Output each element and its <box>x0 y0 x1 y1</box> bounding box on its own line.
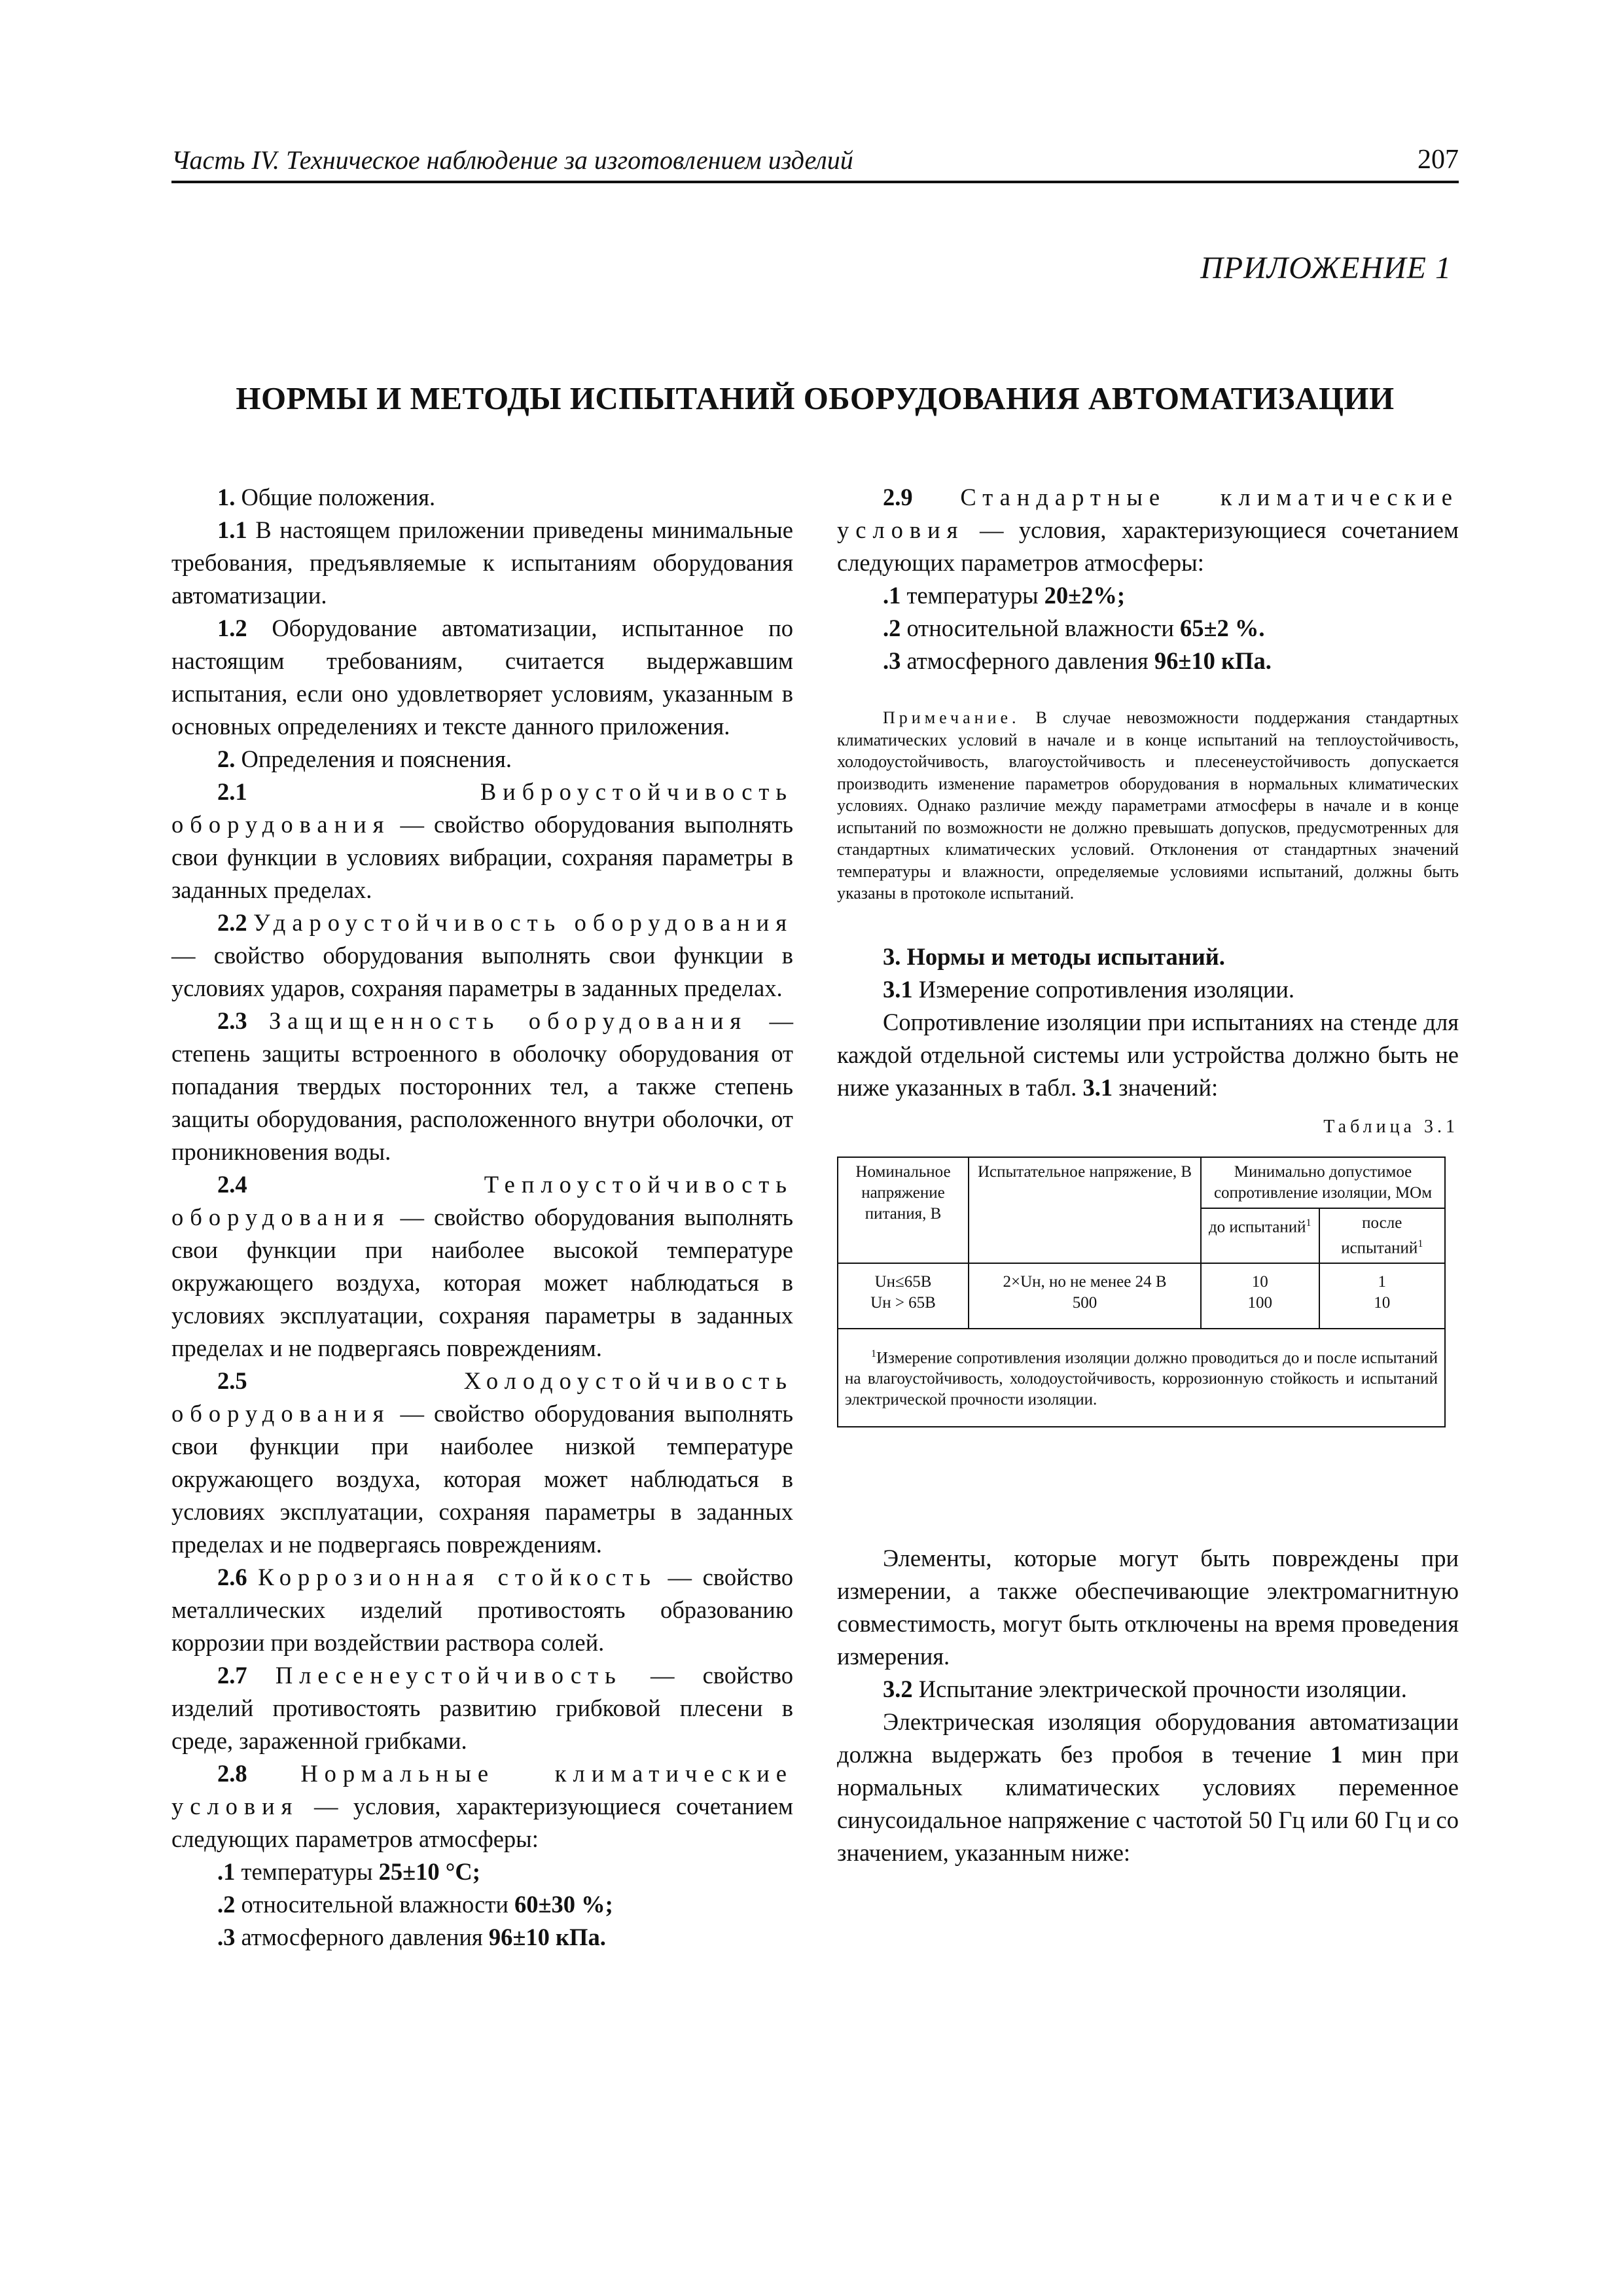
header-min-resistance: Минимально допустимое сопротивление изоляции, МОм <box>1201 1157 1445 1208</box>
list-item: .2 относительной влажности 65±2 %. <box>883 615 1265 641</box>
paragraph-2-5: 2.5 Холодоустойчивость оборудования — свойство оборудования выполнять свои функции при наиболее низкой температуре окружающего воздуха, которая может наблюдаться в условиях эксплуатации, сохраняя параметры в заданных пределах и не подвергаясь повреждениям. <box>171 1367 793 1558</box>
cell-nominal: Uн > 65В <box>870 1293 936 1312</box>
table-caption: Таблица 3.1 <box>1323 1116 1459 1137</box>
cell-before: 10 <box>1251 1272 1268 1291</box>
header-before-tests: до испытаний$^1$ <box>1201 1208 1319 1263</box>
cell-after: 10 <box>1374 1293 1391 1312</box>
paragraph-3-1: Сопротивление изоляции при испытаниях на стенде для каждой отдельной системы или устройства должно быть не ниже указанных в табл. 3.1 значений: <box>837 1008 1459 1101</box>
paragraph-1-1: 1.1 В настоящем приложении приведены минимальные требования, предъявляемые к испытаниям оборудования автоматизации. <box>171 516 793 609</box>
list-item: .1 температуры 25±10 °С; <box>217 1858 480 1885</box>
table-footnote: $^1$Измерение сопротивления изоляции должно проводиться до и после испытаний на влагоустойчивость, холодоустойчивость, коррозионную стойкость и испытаний электрической прочности изоляции. <box>838 1329 1445 1427</box>
paragraph-elements: Элементы, которые могут быть повреждены при измерении, а также обеспечивающие электромагнитную совместимость, могут быть отключены на время проведения измерения. <box>837 1545 1459 1670</box>
header-test-voltage: Испытательное напряжение, В <box>969 1157 1201 1263</box>
paragraph-2-4: 2.4 Теплоустойчивость оборудования — свойство оборудования выполнять свои функции при наиболее высокой температуре окружающего воздуха, которая может наблюдаться в условиях эксплуатации, сохраняя параметры в заданных пределах и не подвергаясь повреждениям. <box>171 1171 793 1361</box>
paragraph-1-2: 1.2 Оборудование автоматизации, испытанное по настоящим требованиям, считается выдержавшим испытания, если оно удовлетворяет условиям, указанным в основных определениях и тексте данного приложения. <box>171 615 793 740</box>
paragraph-3-2-heading: 3.2 Испытание электрической прочности изоляции. <box>883 1676 1407 1703</box>
document-title: НОРМЫ И МЕТОДЫ ИСПЫТАНИЙ ОБОРУДОВАНИЯ АВТОМАТИЗАЦИИ <box>236 380 1395 416</box>
section-1-heading: 1. Общие положения. <box>217 484 436 511</box>
list-item: .3 атмосферного давления 96±10 кПа. <box>883 647 1272 674</box>
table-header-row <box>838 1157 1445 1208</box>
cell-before: 100 <box>1247 1293 1272 1312</box>
normal-conditions-list <box>171 1856 793 1954</box>
after-table-text <box>837 1542 1459 1869</box>
running-header <box>171 140 1459 183</box>
table-footnote-row <box>838 1329 1445 1427</box>
page-number: 207 <box>1418 145 1459 175</box>
cell-nominal: Uн≤65В <box>874 1272 932 1291</box>
right-column <box>837 481 1459 1869</box>
standard-conditions-list <box>837 579 1459 677</box>
paragraph-3-1-heading: 3.1 Измерение сопротивления изоляции. <box>883 975 1295 1003</box>
paragraph-2-6: 2.6 Коррозионная стойкость — свойство металлических изделий противостоять образованию коррозии при воздействии раствора солей. <box>171 1564 793 1656</box>
section-3-heading: 3. Нормы и методы испытаний. <box>883 942 1225 970</box>
cell-test: 500 <box>1072 1293 1097 1312</box>
paragraph-3-2: Электрическая изоляция оборудования автоматизации должна выдержать без пробоя в течение 1 мин при нормальных климатических условиях переменное синусоидальное напряжение с частотой 50 Гц или 60 Гц и со значением, указанным ниже: <box>837 1708 1459 1867</box>
table-row <box>838 1263 1445 1329</box>
paragraph-2-8: 2.8 Нормальные климатические условия — условия, характеризующиеся сочетанием следующих параметров атмосферы: <box>171 1760 793 1852</box>
paragraph-2-3: 2.3 Защищенность оборудования — степень защиты встроенного в оболочку оборудования от попадания твердых посторонних тел, а также степень защиты оборудования, расположенного внутри оболочки, от проникновения воды. <box>171 1007 794 1165</box>
note: Примечание. В случае невозможности поддержания стандартных климатических условий в начале и в конце испытаний на теплоустойчивость, холодоустойчивость, влагоустойчивость и плесенеустойчивость допускается производить изменение параметров оборудования в нормальных климатических условиях. Однако различие между параметрами атмосферы в начале и в конце испытаний по возможности не должно превышать допусков, предусмотренных для стандартных климатических условий. Отклонения от стандартных значений температуры и влажности, определяемые условиями испытаний, должны быть указаны в протоколе испытаний. <box>837 708 1459 903</box>
paragraph-2-1: 2.1 Виброустойчивость оборудования — свойство оборудования выполнять свои функции в условиях вибрации, сохраняя параметры в заданных пределах. <box>171 778 793 903</box>
header-after-tests: после испытаний$^1$ <box>1319 1208 1446 1263</box>
cell-test: 2×Uн, но не менее 24 В <box>1003 1272 1167 1291</box>
list-item: .2 относительной влажности 60±30 %; <box>217 1891 613 1918</box>
header-nominal-voltage: Номинальное напряжение питания, В <box>838 1157 969 1263</box>
appendix-label: ПРИЛОЖЕНИЕ 1 <box>1200 251 1452 285</box>
paragraph-2-7: 2.7 Плесенеустойчивость — свойство изделий противостоять развитию грибковой плесени в среде, зараженной грибками. <box>171 1662 794 1754</box>
left-column <box>171 481 793 1954</box>
list-item: .1 температуры 20±2%; <box>883 582 1126 609</box>
paragraph-2-9: 2.9 Стандартные климатические условия — условия, характеризующиеся сочетанием следующих параметров атмосферы: <box>837 484 1459 576</box>
running-title: Часть IV. Техническое наблюдение за изготовлением изделий <box>171 145 853 175</box>
section-3 <box>837 941 1459 1104</box>
insulation-resistance-table <box>837 1157 1446 1428</box>
section-2-heading: 2. Определения и пояснения. <box>217 745 512 772</box>
list-item: .3 атмосферного давления 96±10 кПа. <box>217 1924 606 1950</box>
paragraph-2-2: 2.2 Удароустойчивость оборудования — свойство оборудования выполнять свои функции в условиях ударов, сохраняя параметры в заданных пределах. <box>171 909 793 1001</box>
cell-after: 1 <box>1378 1272 1386 1291</box>
